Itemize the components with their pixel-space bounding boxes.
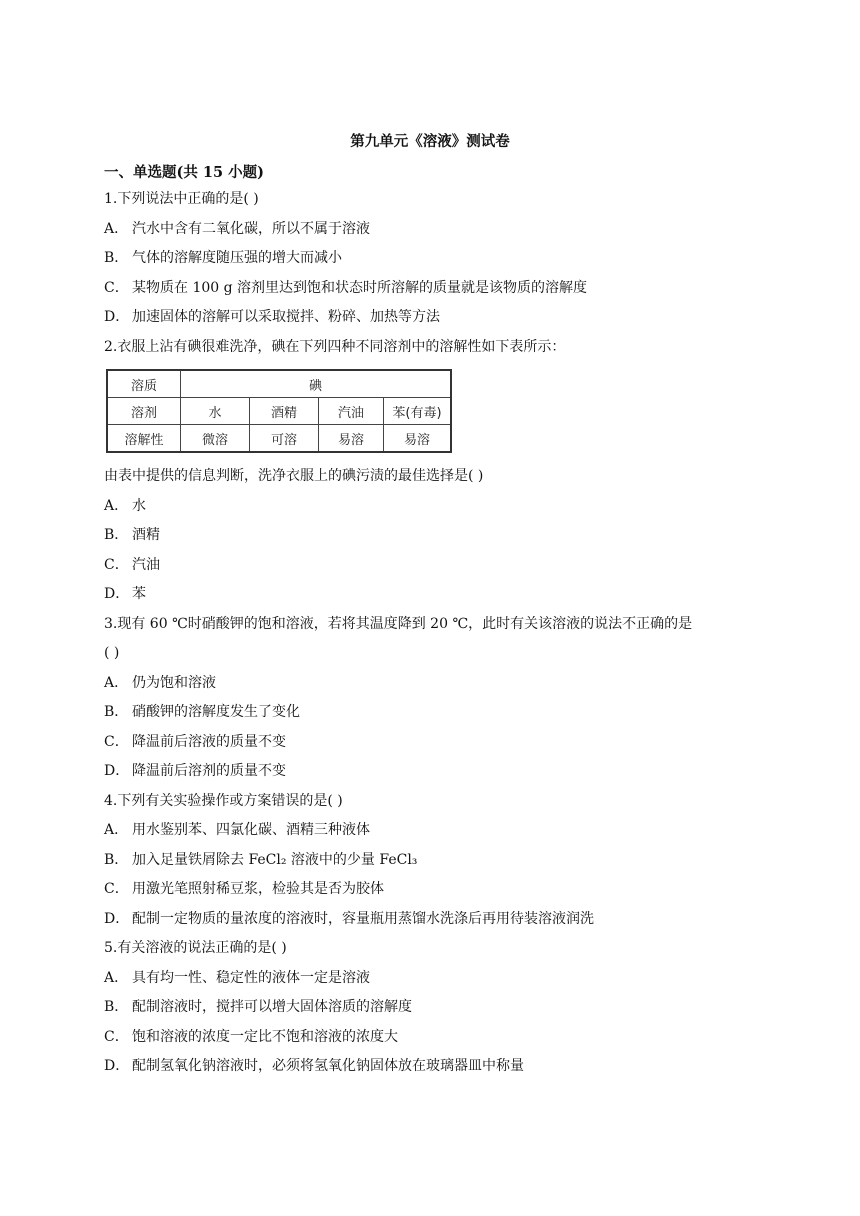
option-letter: B．	[104, 527, 129, 543]
q3-option-b[interactable]	[104, 703, 300, 721]
solubility-table	[106, 369, 452, 453]
q3-option-d[interactable]	[104, 762, 286, 780]
q2-option-c[interactable]	[104, 556, 160, 574]
q1-option-b[interactable]	[104, 249, 342, 267]
option-letter: D．	[104, 586, 130, 602]
option-letter: D．	[104, 309, 130, 325]
option-text: 配制氢氧化钠溶液时，必须将氢氧化钠固体放在玻璃器皿中称量	[132, 1058, 524, 1074]
option-text: 具有均一性、稳定性的液体一定是溶液	[132, 970, 370, 986]
option-text: 硝酸钾的溶解度发生了变化	[132, 704, 300, 720]
q1-option-a[interactable]	[104, 220, 370, 238]
option-letter: B．	[104, 250, 129, 266]
q5-option-d[interactable]	[104, 1057, 524, 1075]
option-letter: C．	[104, 881, 129, 897]
table-cell: 溶剂	[107, 398, 181, 425]
q5-stem: 5.有关溶液的说法正确的是( )	[104, 940, 287, 956]
option-letter: A．	[104, 675, 129, 691]
option-letter: D．	[104, 763, 130, 779]
option-letter: A．	[104, 970, 129, 986]
option-letter: B．	[104, 852, 129, 868]
q2-option-a[interactable]	[104, 497, 146, 515]
table-cell: 碘	[181, 370, 452, 398]
q1-option-d[interactable]	[104, 308, 440, 326]
option-letter: D．	[104, 1058, 130, 1074]
table-row	[107, 425, 451, 453]
table-row	[107, 398, 451, 425]
q5-option-a[interactable]	[104, 969, 370, 987]
q5-option-c[interactable]	[104, 1028, 398, 1046]
option-text: 配制一定物质的量浓度的溶液时，容量瓶用蒸馏水洗涤后再用待装溶液润洗	[132, 911, 594, 927]
option-letter: A．	[104, 221, 129, 237]
table-row	[107, 370, 451, 398]
q3-option-a[interactable]	[104, 674, 216, 692]
q3-stem-paren: ( )	[104, 645, 120, 661]
option-text: 汽油	[132, 557, 160, 573]
page-title: 第九单元《溶液》测试卷	[350, 133, 510, 150]
option-letter: B．	[104, 704, 129, 720]
table-cell: 苯(有毒)	[384, 398, 452, 425]
option-letter: B．	[104, 999, 129, 1015]
option-letter: A．	[104, 822, 129, 838]
option-text: 水	[132, 498, 146, 514]
option-text: 汽水中含有二氧化碳，所以不属于溶液	[132, 221, 370, 237]
q2-option-d[interactable]	[104, 585, 146, 603]
option-text: 饱和溶液的浓度一定比不饱和溶液的浓度大	[132, 1029, 398, 1045]
q2-question: 由表中提供的信息判断，洗净衣服上的碘污渍的最佳选择是( )	[104, 468, 484, 484]
option-text: 酒精	[132, 527, 160, 543]
option-letter: A．	[104, 498, 129, 514]
q5-option-b[interactable]	[104, 998, 412, 1016]
option-text: 某物质在 100 g 溶剂里达到饱和状态时所溶解的质量就是该物质的溶解度	[132, 280, 588, 296]
q4-stem: 4.下列有关实验操作或方案错误的是( )	[104, 793, 343, 809]
q2-option-b[interactable]	[104, 526, 160, 544]
table-cell: 水	[181, 398, 250, 425]
table-cell: 微溶	[181, 425, 250, 453]
table-cell: 溶质	[107, 370, 181, 398]
option-text: 加速固体的溶解可以采取搅拌、粉碎、加热等方法	[132, 309, 440, 325]
q2-stem: 2.衣服上沾有碘很难洗净，碘在下列四种不同溶剂中的溶解性如下表所示：	[104, 339, 566, 355]
section-heading: 一、单选题(共 15 小题)	[104, 164, 264, 181]
table-cell: 可溶	[250, 425, 319, 453]
option-letter: C．	[104, 734, 129, 750]
q4-option-a[interactable]	[104, 821, 370, 839]
option-letter: C．	[104, 1029, 129, 1045]
table-cell: 易溶	[319, 425, 384, 453]
option-letter: C．	[104, 280, 129, 296]
q1-option-c[interactable]	[104, 279, 587, 297]
option-text: 配制溶液时，搅拌可以增大固体溶质的溶解度	[132, 999, 412, 1015]
option-text: 用水鉴别苯、四氯化碳、酒精三种液体	[132, 822, 370, 838]
option-text: 用激光笔照射稀豆浆，检验其是否为胶体	[132, 881, 384, 897]
option-text: 降温前后溶液的质量不变	[132, 734, 286, 750]
table-cell: 汽油	[319, 398, 384, 425]
option-text: 苯	[132, 586, 146, 602]
option-text: 气体的溶解度随压强的增大而减小	[132, 250, 342, 266]
table-cell: 易溶	[384, 425, 452, 453]
q4-option-d[interactable]	[104, 910, 594, 928]
option-text: 仍为饱和溶液	[132, 675, 216, 691]
q4-option-b[interactable]	[104, 851, 417, 869]
option-letter: D．	[104, 911, 130, 927]
q4-option-c[interactable]	[104, 880, 384, 898]
q1-stem: 1.下列说法中正确的是( )	[104, 191, 259, 207]
q3-stem: 3.现有 60 ℃时硝酸钾的饱和溶液，若将其温度降到 20 ℃，此时有关该溶液的说法不正确的是	[104, 616, 693, 632]
table-cell: 酒精	[250, 398, 319, 425]
table-cell: 溶解性	[107, 425, 181, 453]
option-text: 降温前后溶剂的质量不变	[132, 763, 286, 779]
q3-option-c[interactable]	[104, 733, 286, 751]
option-letter: C．	[104, 557, 129, 573]
option-text: 加入足量铁屑除去 FeCl₂ 溶液中的少量 FeCl₃	[132, 852, 418, 868]
